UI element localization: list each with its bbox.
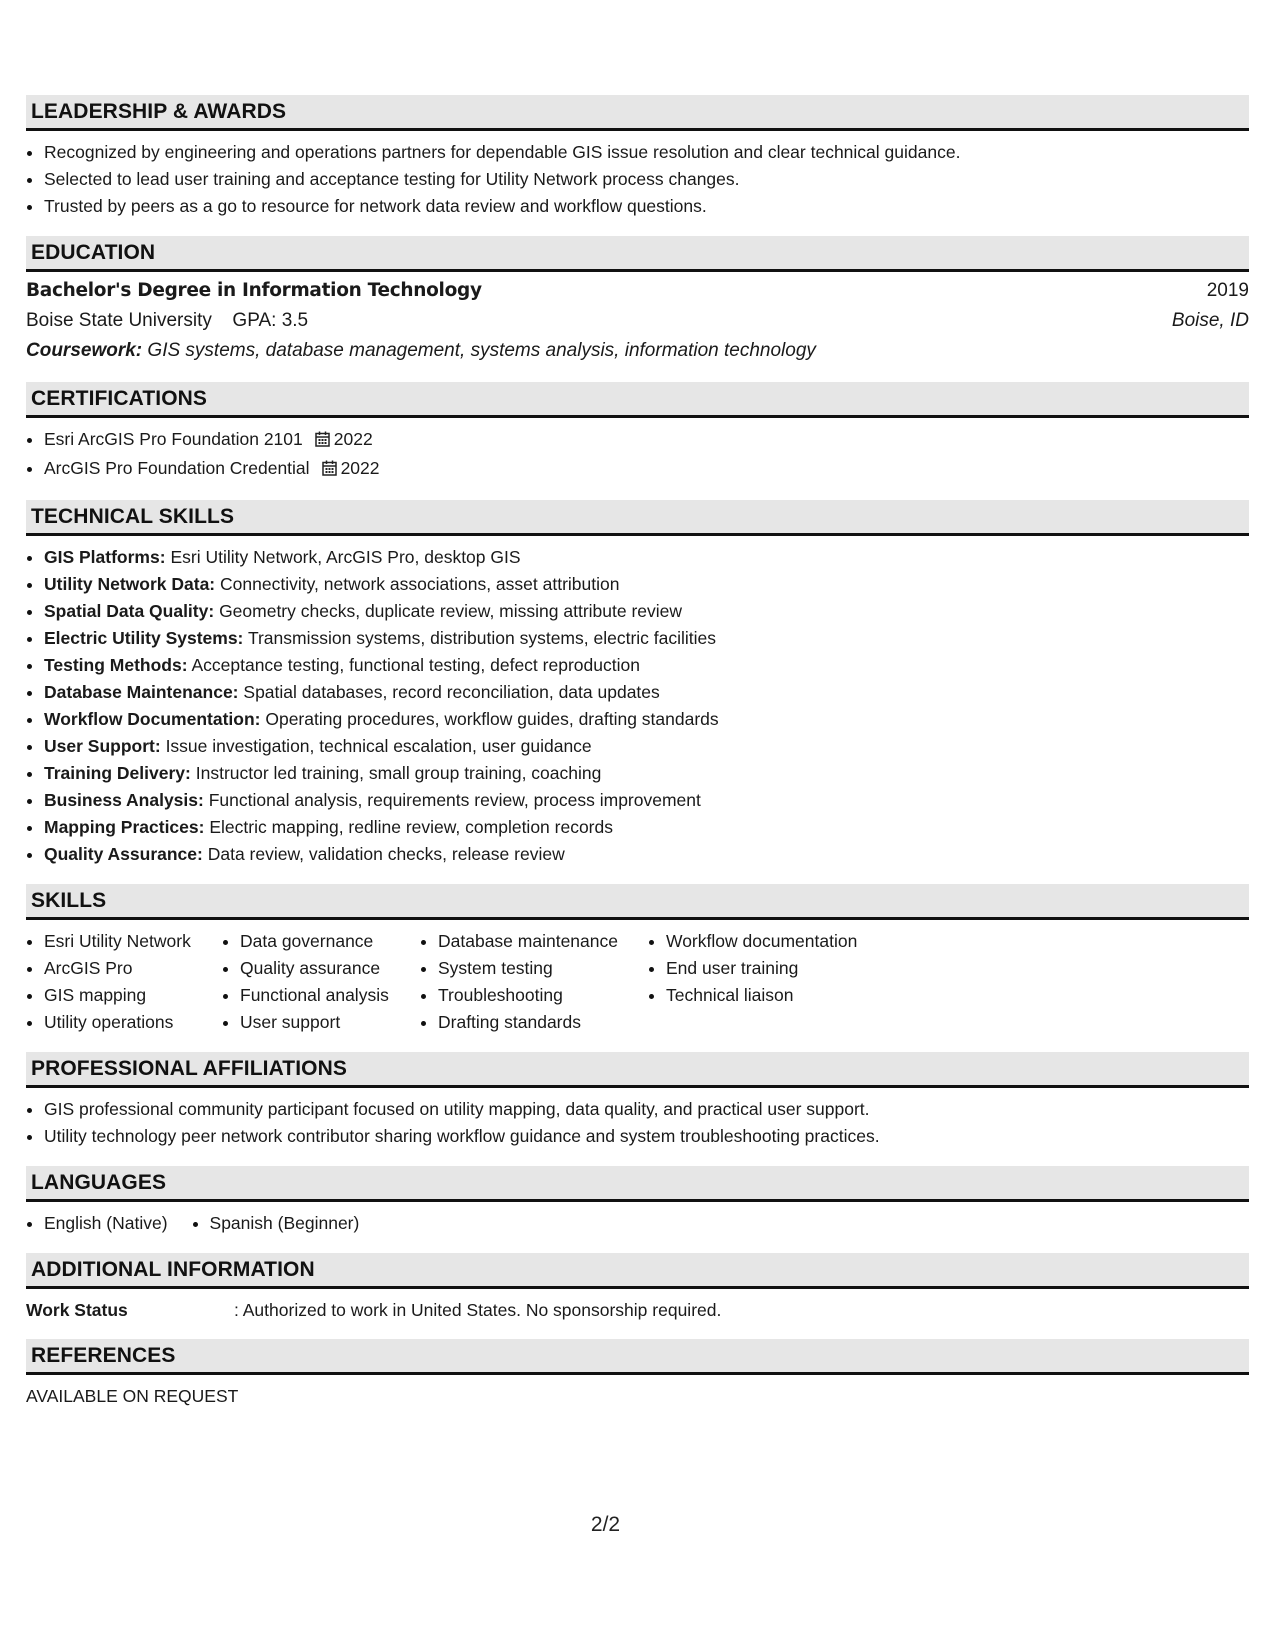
technical-skills-list bbox=[26, 544, 1249, 868]
resume-page bbox=[26, 95, 1249, 1425]
list-item: Technical liaison bbox=[666, 982, 908, 1009]
affiliations-list bbox=[26, 1096, 1249, 1150]
list-item bbox=[44, 760, 1249, 787]
skill-text: Operating procedures, workflow guides, drafting standards bbox=[265, 709, 719, 729]
languages-list bbox=[26, 1210, 1249, 1237]
skill-label: Testing Methods: bbox=[44, 655, 188, 675]
calendar-icon bbox=[322, 457, 337, 484]
section-header-certifications: CERTIFICATIONS bbox=[26, 382, 1249, 418]
skill-label: Business Analysis: bbox=[44, 790, 204, 810]
education-section bbox=[26, 236, 1249, 366]
skill-text: Esri Utility Network, ArcGIS Pro, desktop GIS bbox=[170, 547, 521, 567]
certification-name: Esri ArcGIS Pro Foundation 2101 bbox=[44, 429, 303, 449]
section-header-skills: SKILLS bbox=[26, 884, 1249, 920]
list-item: Functional analysis bbox=[240, 982, 420, 1009]
skill-text: Functional analysis, requirements review, process improvement bbox=[208, 790, 701, 810]
skill-label: Spatial Data Quality: bbox=[44, 601, 215, 621]
list-item bbox=[44, 679, 1249, 706]
skill-text: Geometry checks, duplicate review, missing attribute review bbox=[219, 601, 683, 621]
skill-text: Transmission systems, distribution systems, electric facilities bbox=[247, 628, 717, 648]
list-item: ArcGIS Pro bbox=[44, 955, 222, 982]
technical-skills-section bbox=[26, 500, 1249, 868]
list-item bbox=[44, 426, 1249, 455]
references-section bbox=[26, 1339, 1249, 1409]
skills-column bbox=[648, 928, 908, 1036]
list-item: GIS professional community participant focused on utility mapping, data quality, and practical user support. bbox=[44, 1096, 1249, 1123]
list-item: Data governance bbox=[240, 928, 420, 955]
coursework bbox=[26, 336, 1249, 366]
certifications-section bbox=[26, 382, 1249, 484]
list-item bbox=[44, 733, 1249, 760]
list-item: Utility technology peer network contributor sharing workflow guidance and system troubleshooting practices. bbox=[44, 1123, 1249, 1150]
list-item: Selected to lead user training and acceptance testing for Utility Network process changes. bbox=[44, 166, 1249, 193]
skill-label: Quality Assurance: bbox=[44, 844, 203, 864]
list-item: End user training bbox=[666, 955, 908, 982]
skill-label: Database Maintenance: bbox=[44, 682, 239, 702]
list-item: User support bbox=[240, 1009, 420, 1036]
skill-label: Training Delivery: bbox=[44, 763, 191, 783]
list-item: Trusted by peers as a go to resource for network data review and workflow questions. bbox=[44, 193, 1249, 220]
section-header-references: REFERENCES bbox=[26, 1339, 1249, 1375]
list-item: Recognized by engineering and operations partners for dependable GIS issue resolution and clear technical guidance. bbox=[44, 139, 1249, 166]
skill-text: Electric mapping, redline review, completion records bbox=[209, 817, 613, 837]
leadership-list bbox=[26, 139, 1249, 220]
skill-label: Mapping Practices: bbox=[44, 817, 205, 837]
list-item bbox=[44, 841, 1249, 868]
section-header-affiliations: PROFESSIONAL AFFILIATIONS bbox=[26, 1052, 1249, 1088]
coursework-label: Coursework: bbox=[26, 340, 143, 361]
list-item bbox=[44, 706, 1249, 733]
list-item bbox=[44, 544, 1249, 571]
section-header-additional-info: ADDITIONAL INFORMATION bbox=[26, 1253, 1249, 1289]
skill-text: Instructor led training, small group training, coaching bbox=[195, 763, 602, 783]
list-item: Quality assurance bbox=[240, 955, 420, 982]
section-header-technical-skills: TECHNICAL SKILLS bbox=[26, 500, 1249, 536]
skills-column bbox=[420, 928, 648, 1036]
coursework-text: GIS systems, database management, systems analysis, information technology bbox=[147, 340, 816, 361]
list-item bbox=[44, 814, 1249, 841]
skill-text: Data review, validation checks, release review bbox=[207, 844, 565, 864]
list-item bbox=[44, 571, 1249, 598]
list-item bbox=[44, 455, 1249, 484]
skill-label: User Support: bbox=[44, 736, 161, 756]
skill-label: GIS Platforms: bbox=[44, 547, 166, 567]
certifications-list bbox=[26, 426, 1249, 484]
list-item: Utility operations bbox=[44, 1009, 222, 1036]
section-header-languages: LANGUAGES bbox=[26, 1166, 1249, 1202]
skills-column bbox=[222, 928, 420, 1036]
list-item: GIS mapping bbox=[44, 982, 222, 1009]
page-number: 2/2 bbox=[590, 1513, 621, 1536]
list-item: Esri Utility Network bbox=[44, 928, 222, 955]
list-item: Workflow documentation bbox=[666, 928, 908, 955]
list-item: System testing bbox=[438, 955, 648, 982]
list-item bbox=[44, 598, 1249, 625]
graduation-year: 2019 bbox=[1206, 280, 1249, 301]
list-item: Troubleshooting bbox=[438, 982, 648, 1009]
leadership-section bbox=[26, 95, 1249, 220]
list-item: Spanish (Beginner) bbox=[210, 1210, 360, 1237]
degree-title: Bachelor's Degree in Information Technology bbox=[26, 280, 482, 301]
calendar-icon bbox=[315, 428, 330, 455]
list-item bbox=[44, 652, 1249, 679]
skill-label: Electric Utility Systems: bbox=[44, 628, 244, 648]
skill-label: Utility Network Data: bbox=[44, 574, 216, 594]
skills-grid bbox=[26, 920, 1249, 1036]
work-status-label: Work Status bbox=[26, 1300, 128, 1320]
school-name: Boise State University bbox=[26, 310, 212, 331]
list-item: English (Native) bbox=[44, 1210, 168, 1237]
skills-column bbox=[26, 928, 222, 1036]
skill-text: Connectivity, network associations, asset attribution bbox=[220, 574, 620, 594]
school-location: Boise, ID bbox=[1171, 310, 1249, 331]
skill-text: Issue investigation, technical escalation, user guidance bbox=[165, 736, 592, 756]
section-header-education: EDUCATION bbox=[26, 236, 1249, 272]
work-status-value: : Authorized to work in United States. No sponsorship required. bbox=[234, 1300, 722, 1320]
languages-section bbox=[26, 1166, 1249, 1237]
skill-text: Spatial databases, record reconciliation, data updates bbox=[243, 682, 660, 702]
skill-label: Workflow Documentation: bbox=[44, 709, 261, 729]
certification-year: 2022 bbox=[333, 429, 373, 449]
list-item: Database maintenance bbox=[438, 928, 648, 955]
skill-text: Acceptance testing, functional testing, defect reproduction bbox=[191, 655, 640, 675]
list-item bbox=[44, 625, 1249, 652]
list-item bbox=[44, 787, 1249, 814]
skills-section bbox=[26, 884, 1249, 1036]
additional-info-section bbox=[26, 1253, 1249, 1323]
references-text: AVAILABLE ON REQUEST bbox=[26, 1386, 239, 1406]
list-item: Drafting standards bbox=[438, 1009, 648, 1036]
affiliations-section bbox=[26, 1052, 1249, 1150]
certification-year: 2022 bbox=[340, 458, 380, 478]
certification-name: ArcGIS Pro Foundation Credential bbox=[44, 458, 310, 478]
gpa: GPA: 3.5 bbox=[232, 310, 309, 331]
section-header-leadership: LEADERSHIP & AWARDS bbox=[26, 95, 1249, 131]
